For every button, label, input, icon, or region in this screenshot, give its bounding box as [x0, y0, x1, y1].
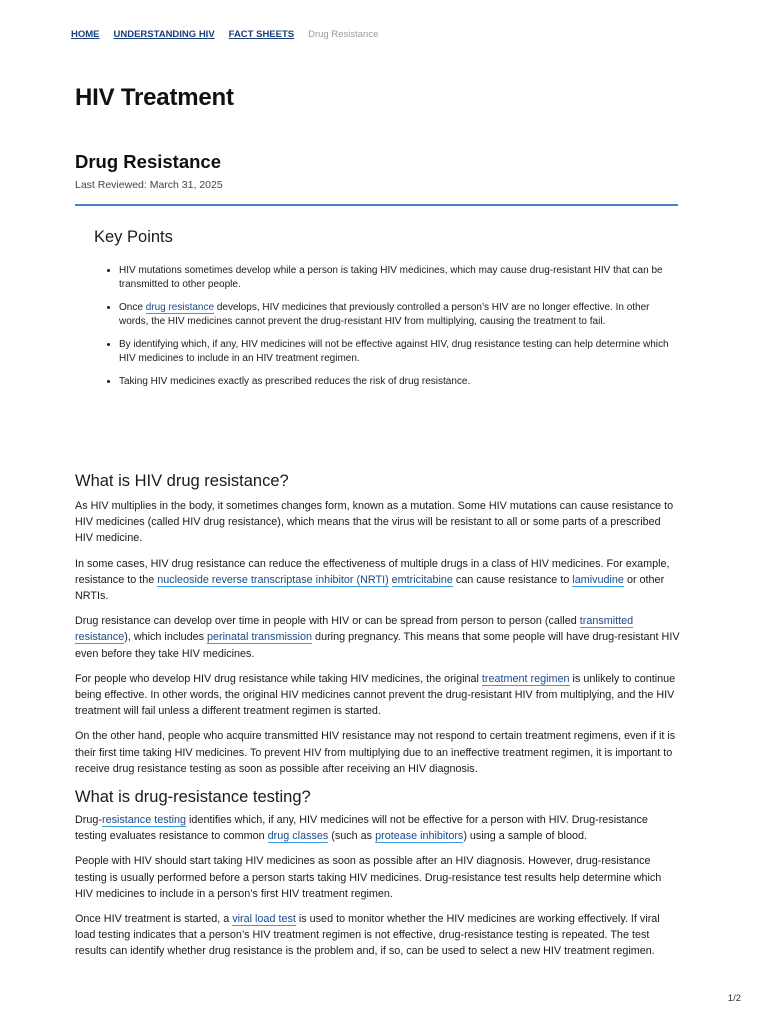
treatment-regimen-link[interactable]: treatment regimen: [481, 672, 570, 685]
key-point-item: [119, 338, 679, 366]
protease-inhibitors-link[interactable]: protease inhibitors: [375, 830, 464, 843]
resistance-testing-link[interactable]: resistance testing: [102, 814, 187, 827]
paragraph: [75, 613, 681, 662]
key-point-text: Taking HIV medicines exactly as prescribed reduces the risk of drug resistance.: [119, 376, 471, 387]
last-reviewed-date: Last Reviewed: March 31, 2025: [75, 179, 223, 191]
paragraph-text: or other NRTIs.: [75, 573, 665, 603]
paragraph-text: In some cases, HIV drug resistance can reduce the effectiveness of multiple drugs in a class of HIV medicines. For example, resistance to the: [75, 557, 670, 586]
key-point-text: HIV mutations sometimes develop while a person is taking HIV medicines, which may cause drug-resistant HIV that can be transmitted to other people.: [119, 265, 663, 290]
section-heading-resistance-testing: What is drug-resistance testing?: [75, 788, 311, 807]
breadcrumb-home-link[interactable]: HOME: [71, 29, 100, 40]
paragraph-text: Drug resistance can develop over time in people with HIV or can be spread from person to person (called: [75, 615, 580, 628]
paragraph: [75, 728, 681, 777]
paragraph: [75, 671, 681, 720]
drug-resistance-link[interactable]: drug resistance: [145, 302, 215, 313]
article-body: [75, 470, 681, 969]
paragraph-text: is unlikely to continue being effective. In other words, the original HIV medicines cannot prevent the drug-resistant HIV from multiplying, and the HIV treatment will fail unless a different treatment regimen is started.: [75, 672, 676, 718]
paragraph-text: during pregnancy. This means that some people will have drug-resistant HIV even before they take HIV medicines.: [75, 631, 680, 660]
paragraph: [75, 853, 681, 902]
title-divider: [75, 204, 678, 206]
nrti-link[interactable]: nucleoside reverse transcriptase inhibitor (NRTI): [157, 573, 389, 586]
paragraph-text: ), which includes: [124, 631, 208, 644]
key-points-heading: Key Points: [94, 228, 173, 246]
key-point-item: [119, 375, 679, 389]
breadcrumb-fact-sheets-link[interactable]: FACT SHEETS: [228, 29, 295, 40]
lamivudine-link[interactable]: lamivudine: [572, 573, 624, 586]
viral-load-test-link[interactable]: viral load test: [232, 913, 296, 926]
section-heading-drug-resistance: What is HIV drug resistance?: [75, 472, 289, 490]
paragraph-text: Drug-: [75, 814, 102, 827]
key-point-text: By identifying which, if any, HIV medicines will not be effective against HIV, drug resistance testing can help determine which HIV medicines to include in an HIV treatment regimen.: [119, 339, 669, 364]
paragraph-text: can cause resistance to: [452, 573, 573, 586]
paragraph-text: Once HIV treatment is started, a: [75, 913, 233, 926]
key-point-item: [119, 301, 679, 329]
emtricitabine-link[interactable]: emtricitabine: [391, 573, 453, 586]
paragraph-text: is used to monitor whether the HIV medicines are working effectively. If viral load testing indicates that a person’s HIV treatment regimen is not effective, drug-resistance testing is repeated. The test results can identify whether drug resistance is the problem and, if so, can be used to select a new HIV treatment regimen.: [75, 913, 660, 958]
drug-classes-link[interactable]: drug classes: [267, 830, 329, 843]
page-number: 1/2: [727, 993, 741, 1004]
page-title: HIV Treatment: [75, 84, 234, 111]
paragraph-text: As HIV multiplies in the body, it sometimes changes form, known as a mutation. Some HIV mutations can cause resistance to HIV medicines (called HIV drug resistance), which means that the virus will be resistant to all or some parts of a prescribed HIV medicine.: [75, 500, 674, 545]
key-point-text: Once: [119, 302, 146, 313]
paragraph: [75, 556, 681, 605]
key-points-list: [103, 264, 679, 398]
paragraph-text: ) using a sample of blood.: [463, 830, 587, 843]
paragraph: [75, 911, 681, 960]
paragraph-text: identifies which, if any, HIV medicines will not be effective for a person with HIV. Drug-resistance testing evaluates resistance to common: [75, 814, 648, 843]
paragraph: [75, 812, 681, 844]
breadcrumb-understanding-hiv-link[interactable]: UNDERSTANDING HIV: [113, 29, 215, 40]
transmitted-resistance-link[interactable]: transmitted resistance: [75, 615, 634, 644]
key-point-item: [119, 264, 679, 292]
key-point-text: develops, HIV medicines that previously controlled a person’s HIV are no longer effective. In other words, the HIV medicines cannot prevent the drug-resistant HIV from multiplying, causing the treatment to fail.: [119, 302, 650, 327]
paragraph-text: For people who develop HIV drug resistance while taking HIV medicines, the original: [75, 672, 482, 685]
perinatal-transmission-link[interactable]: perinatal transmission: [207, 631, 313, 644]
breadcrumb-current: Drug Resistance: [308, 29, 379, 40]
paragraph-text: (such as: [328, 830, 376, 843]
breadcrumb: [71, 29, 378, 40]
article-title: Drug Resistance: [75, 151, 221, 172]
paragraph: [75, 498, 681, 547]
paragraph-text: People with HIV should start taking HIV medicines as soon as possible after an HIV diagnosis. However, drug-resistance testing is usually performed before a person starts taking HIV medicines. Drug-resistance test results help determine which HIV medicines to include in a person’s first HIV treatment regimen.: [75, 855, 662, 900]
paragraph-text: On the other hand, people who acquire transmitted HIV resistance may not respond to certain treatment regimens, even if it is their first time taking HIV medicines. To prevent HIV from multiplying due to an ineffective treatment regimen, it is important to receive drug resistance testing as soon as possible after receiving an HIV diagnosis.: [75, 730, 676, 775]
